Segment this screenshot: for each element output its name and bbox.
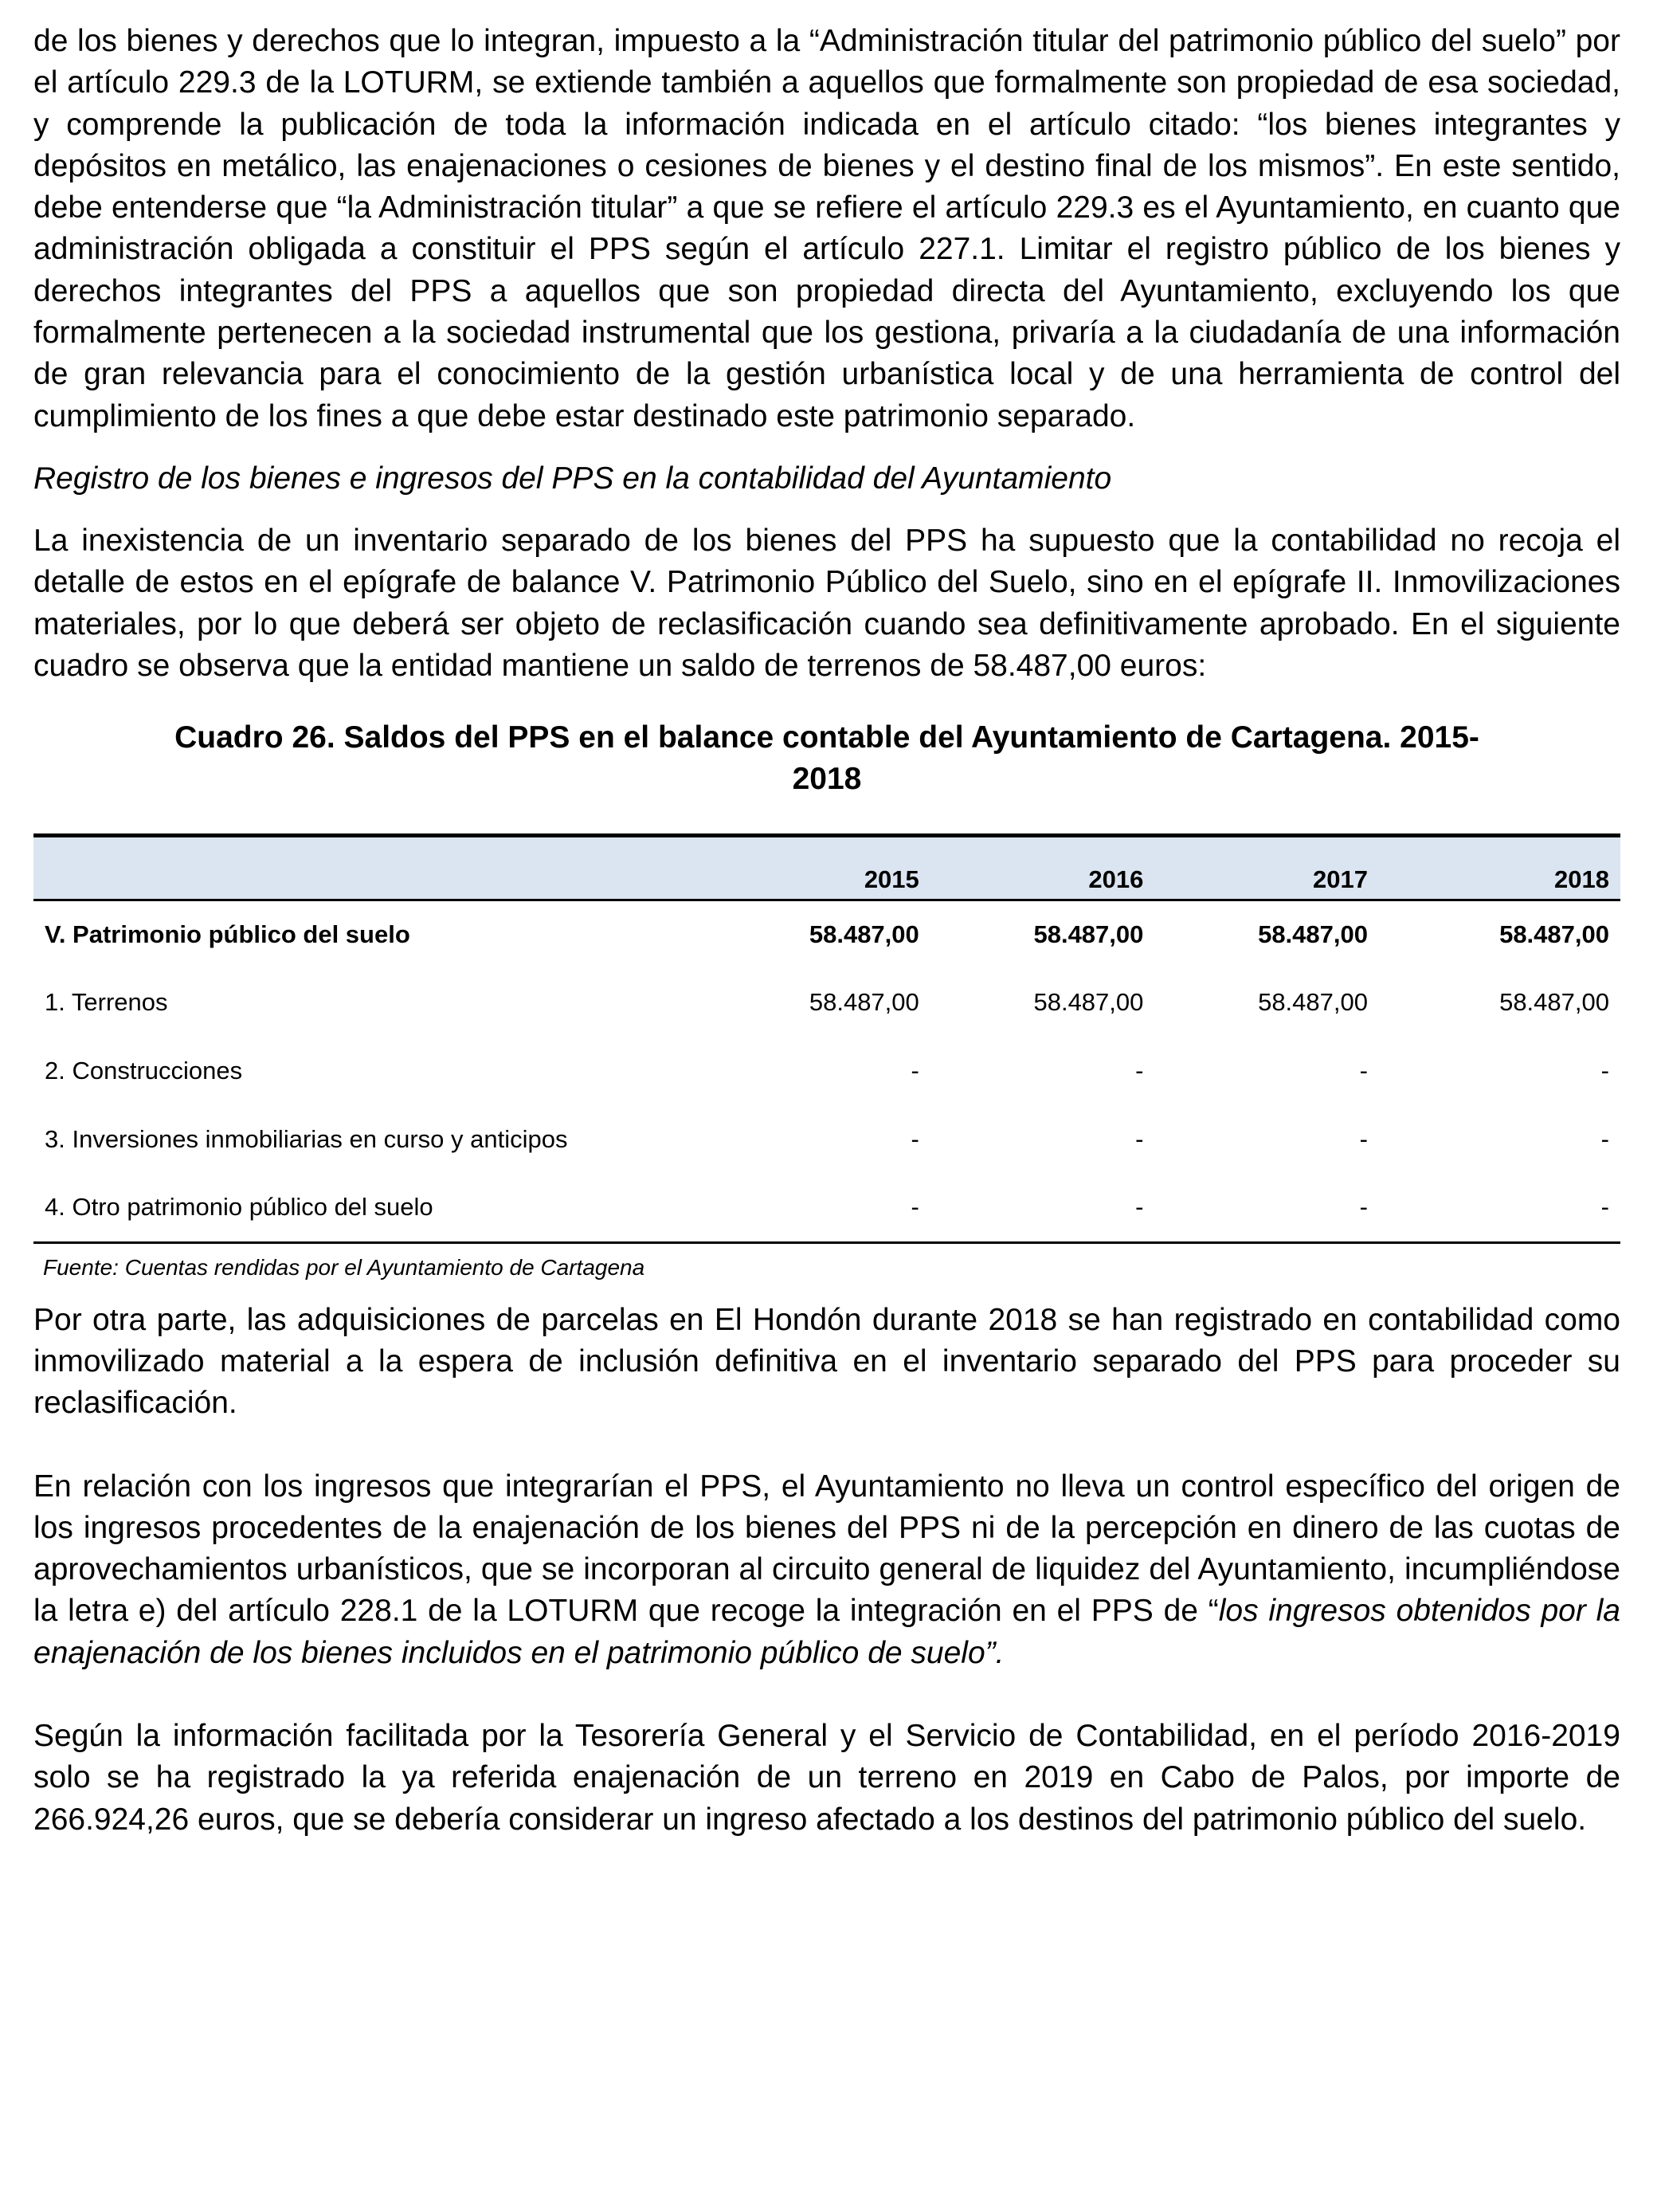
cell-value: 58.487,00 — [1033, 920, 1144, 948]
table-row — [33, 1037, 1620, 1105]
table-caption — [33, 717, 1620, 800]
cell-value: 58.487,00 — [1258, 920, 1368, 948]
cell-value: - — [1600, 1057, 1609, 1085]
cell-value: - — [930, 1174, 1155, 1242]
table-row — [33, 1174, 1620, 1242]
table-caption-line-2: 2018 — [792, 762, 862, 797]
cell-value: 58.487,00 — [809, 988, 919, 1017]
table-row — [33, 900, 1620, 968]
row-label: 1. Terrenos — [45, 988, 168, 1017]
table-row — [33, 1105, 1620, 1174]
header-year-2018: 2018 — [1379, 837, 1620, 900]
header-year-2015: 2015 — [717, 837, 930, 900]
cell-value: 58.487,00 — [1499, 988, 1609, 1017]
paragraph-1: de los bienes y derechos que lo integran, impuesto a la “Administración titular del patrimonio público del suelo” por el artículo 229.3 de la LOTURM, se extiende también a aquellos que formalmente son propiedad de esa sociedad, y comprende la publicación de toda la información indicada en el artículo citado: “los bienes integrantes y depósitos en metálico, las enajenaciones o cesiones de bienes y el destino final de los mismos”. En este sentido, debe entenderse que “la Administración titular” a que se refiere el artículo 229.3 es el Ayuntamiento, en cuanto que administración obligada a constituir el PPS según el artículo 227.1. Limitar el registro público de los bienes y derechos integrantes del PPS a aquellos que son propiedad directa del Ayuntamiento, excluyendo los que formalmente pertenecen a la sociedad instrumental que los gestiona, privaría a la ciudadanía de una información de gran relevancia para el conocimiento de la gestión urbanística local y de una herramienta de control del cumplimiento de los fines a que debe estar destinado este patrimonio separado. — [33, 24, 1620, 433]
cell-value: - — [1379, 1174, 1620, 1242]
balance-table — [33, 837, 1620, 1244]
cell-value: - — [911, 1057, 919, 1085]
section-heading: Registro de los bienes e ingresos del PPS en la contabilidad del Ayuntamiento — [33, 461, 1112, 496]
cell-value: - — [1135, 1057, 1144, 1085]
cell-value: 58.487,00 — [1499, 920, 1609, 948]
cell-value: - — [1359, 1125, 1368, 1154]
paragraph-4-end: ”. — [985, 1635, 1005, 1670]
row-label: 3. Inversiones inmobiliarias en curso y anticipos — [45, 1125, 568, 1154]
row-label: 4. Otro patrimonio público del suelo — [33, 1174, 717, 1242]
balance-table-container — [33, 833, 1620, 1244]
cell-value: 58.487,00 — [1033, 988, 1144, 1017]
paragraph-3: Por otra parte, las adquisiciones de parcelas en El Hondón durante 2018 se han registrado en contabilidad como inmovilizado material a la espera de inclusión definitiva en el inventario separado del PPS para proceder su reclasificación. — [33, 1302, 1620, 1421]
cell-value: 58.487,00 — [809, 920, 919, 948]
cell-value: - — [1154, 1174, 1379, 1242]
cell-value: - — [1600, 1125, 1609, 1154]
cell-value: 58.487,00 — [1258, 988, 1368, 1017]
cell-value: - — [717, 1174, 930, 1242]
paragraph-4-quote: los ingresos obtenidos por la enajenación de los bienes incluidos en el patrimonio público de suelo — [33, 1594, 1620, 1670]
cell-value: - — [1359, 1057, 1368, 1085]
paragraph-4 — [33, 1466, 1620, 1674]
table-header-row — [33, 837, 1620, 900]
table-caption-line-1: Cuadro 26. Saldos del PPS en el balance contable del Ayuntamiento de Cartagena. 2015- — [174, 720, 1479, 755]
header-year-2017: 2017 — [1154, 837, 1379, 900]
paragraph-2: La inexistencia de un inventario separado de los bienes del PPS ha supuesto que la contabilidad no recoja el detalle de estos en el epígrafe de balance V. Patrimonio Público del Suelo, sino en el epígrafe II. Inmovilizaciones materiales, por lo que deberá ser objeto de reclasificación cuando sea definitivamente aprobado. En el siguiente cuadro se observa que la entidad mantiene un saldo de terrenos de 58.487,00 euros: — [33, 523, 1620, 683]
row-label: 2. Construcciones — [45, 1057, 243, 1085]
document-page — [33, 21, 1620, 1841]
row-label: V. Patrimonio público del suelo — [45, 920, 410, 948]
paragraph-4-text: En relación con los ingresos que integrarían el PPS, el Ayuntamiento no lleva un control específico del origen de los ingresos procedentes de la enajenación de los bienes del PPS ni de la percepción en dinero de las cuotas de aprovechamientos urbanísticos, que se incorporan al circuito general de liquidez del Ayuntamiento, incumpliéndose la letra e) del artículo 228.1 de la LOTURM que recoge la integración en el PPS de “ — [33, 1469, 1620, 1629]
cell-value: - — [1135, 1125, 1144, 1154]
header-year-2016: 2016 — [930, 837, 1155, 900]
cell-value: - — [911, 1125, 919, 1154]
table-source: Fuente: Cuentas rendidas por el Ayuntamiento de Cartagena — [43, 1254, 645, 1280]
paragraph-5: Según la información facilitada por la Tesorería General y el Servicio de Contabilidad, en el período 2016-2019 solo se ha registrado la ya referida enajenación de un terreno en 2019 en Cabo de Palos, por importe de 266.924,26 euros, que se debería considerar un ingreso afectado a los destinos del patrimonio público del suelo. — [33, 1719, 1620, 1837]
table-row — [33, 968, 1620, 1037]
header-label-cell — [33, 837, 717, 900]
